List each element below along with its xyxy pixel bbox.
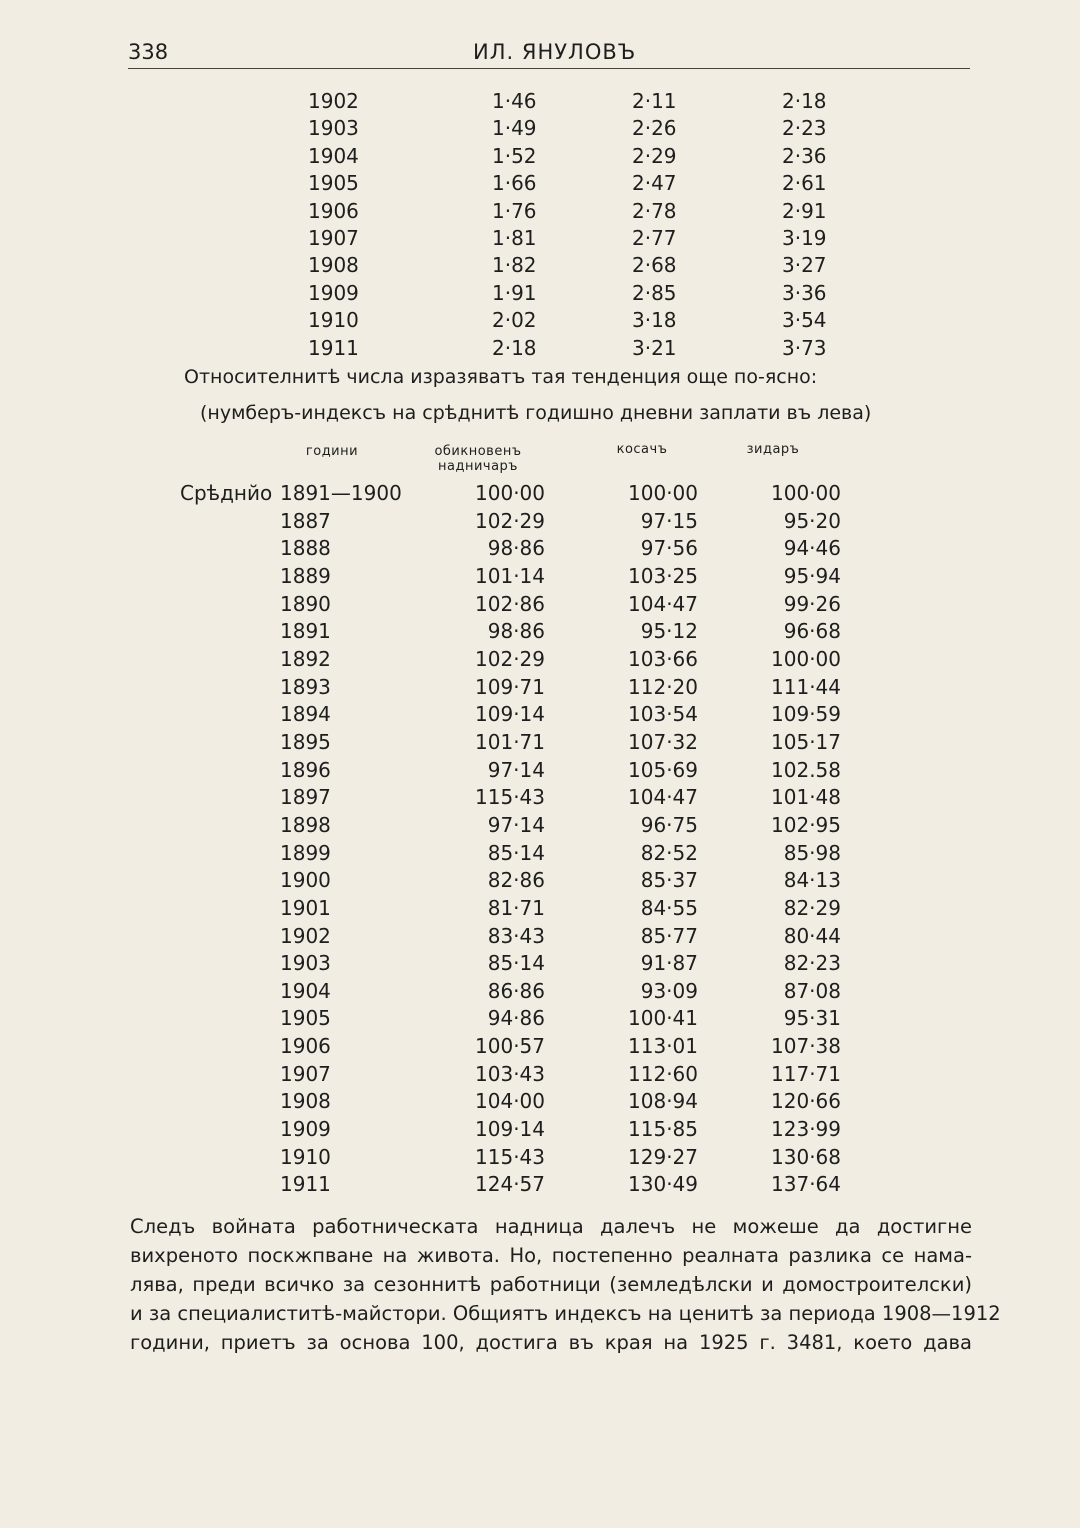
cell-c: 117·71 bbox=[771, 1061, 841, 1086]
cell-label bbox=[180, 895, 280, 923]
header-mower: косачъ bbox=[616, 442, 668, 457]
cell-label bbox=[180, 1033, 280, 1061]
cell-c: 95·94 bbox=[783, 563, 841, 588]
cell-a: 94·86 bbox=[487, 1006, 545, 1031]
table-row: 1902 1·46 2·11 2·18 bbox=[308, 89, 827, 113]
cell-a: 97·14 bbox=[487, 812, 545, 837]
cell-c: 137·64 bbox=[771, 1172, 841, 1197]
table-row bbox=[180, 729, 841, 757]
body-paragraph bbox=[130, 1212, 1001, 1357]
cell-year: 1905 bbox=[280, 1006, 331, 1031]
cell-label bbox=[180, 757, 280, 785]
cell-year: 1897 bbox=[280, 785, 331, 810]
cell-c: 100·00 bbox=[771, 646, 841, 671]
cell-year: 1911 bbox=[280, 1172, 331, 1197]
table-row bbox=[180, 784, 841, 812]
cell-a: 98·86 bbox=[487, 536, 545, 561]
cell-year: 1904 bbox=[280, 978, 331, 1003]
header-laborer bbox=[418, 444, 538, 474]
cell-label bbox=[180, 1171, 280, 1199]
cell-a: 83·43 bbox=[487, 923, 545, 948]
cell-a: 98·86 bbox=[487, 619, 545, 644]
cell-a: 109·14 bbox=[475, 702, 545, 727]
cell-label bbox=[180, 563, 280, 591]
cell-a: 85·14 bbox=[487, 951, 545, 976]
cell-label bbox=[180, 535, 280, 563]
cell-label bbox=[180, 591, 280, 619]
cell-a: 104·00 bbox=[475, 1089, 545, 1114]
cell-a: 85·14 bbox=[487, 840, 545, 865]
cell-a: 82·86 bbox=[487, 868, 545, 893]
cell-b: 107·32 bbox=[628, 729, 698, 754]
cell-year: 1899 bbox=[280, 840, 331, 865]
cell-label bbox=[180, 674, 280, 702]
cell-label bbox=[180, 701, 280, 729]
table-row bbox=[180, 1033, 841, 1061]
cell-b: 103·54 bbox=[628, 702, 698, 727]
cell-b: 104·47 bbox=[628, 785, 698, 810]
table-row bbox=[180, 480, 841, 508]
cell-year: 1891 bbox=[280, 619, 331, 644]
cell-b: 96·75 bbox=[640, 812, 698, 837]
cell-a: 101·71 bbox=[475, 729, 545, 754]
cell-year: 1900 bbox=[280, 868, 331, 893]
cell-year: 1893 bbox=[280, 674, 331, 699]
table-row bbox=[180, 701, 841, 729]
table-row bbox=[180, 812, 841, 840]
header-years: години bbox=[305, 444, 359, 459]
table-row: 1908 1·82 2·68 3·27 bbox=[308, 253, 827, 278]
cell-a: 100·57 bbox=[475, 1034, 545, 1059]
cell-label bbox=[180, 978, 280, 1006]
table-row: 1907 1·81 2·77 3·19 bbox=[308, 226, 827, 251]
cell-c: 82·29 bbox=[783, 895, 841, 920]
table-row bbox=[180, 867, 841, 895]
cell-a: 115·43 bbox=[475, 785, 545, 810]
paragraph-line: вихреното поскжпване на живота. Но, постепенно реалната разлика се нама- bbox=[130, 1244, 972, 1267]
cell-year: 1888 bbox=[280, 536, 331, 561]
cell-b: 113·01 bbox=[628, 1034, 698, 1059]
paragraph-line: лява, преди всичко за сезоннитѣ работници (земледѣлски и домостроителски) bbox=[130, 1273, 972, 1296]
paragraph-line: години, приетъ за основа 100, достига въ края на 1925 г. 3481, което дава bbox=[130, 1331, 972, 1354]
cell-b: 84·55 bbox=[640, 895, 698, 920]
table-row: 1909 1·91 2·85 3·36 bbox=[308, 280, 827, 305]
cell-label bbox=[180, 729, 280, 757]
cell-a: 97·14 bbox=[487, 757, 545, 782]
cell-label bbox=[180, 508, 280, 536]
table-row bbox=[180, 923, 841, 951]
table-row bbox=[180, 757, 841, 785]
table-row bbox=[180, 895, 841, 923]
cell-c: 102.58 bbox=[771, 757, 841, 782]
running-title: ИЛ. ЯНУЛОВЪ bbox=[473, 40, 637, 64]
cell-c: 123·99 bbox=[771, 1117, 841, 1142]
cell-c: 99·26 bbox=[783, 591, 841, 616]
cell-c: 101·48 bbox=[771, 785, 841, 810]
cell-c: 96·68 bbox=[783, 619, 841, 644]
cell-b: 97·56 bbox=[640, 536, 698, 561]
cell-year: 1908 bbox=[280, 1089, 331, 1114]
paragraph-line: Следъ войната работническата надница далечъ не можеше да достигне bbox=[130, 1215, 972, 1238]
cell-a: 109·14 bbox=[475, 1117, 545, 1142]
cell-year: 1901 bbox=[280, 895, 331, 920]
table-row bbox=[180, 646, 841, 674]
table-row bbox=[180, 1171, 841, 1199]
paragraph-line: и за специалиститѣ-майстори. Общиятъ индексъ на ценитѣ за периода 1908—1912 bbox=[130, 1302, 1001, 1325]
table-row: 1904 1·52 2·29 2·36 bbox=[308, 143, 827, 168]
cell-b: 85·37 bbox=[640, 868, 698, 893]
cell-b: 103·25 bbox=[628, 563, 698, 588]
cell-c: 102·95 bbox=[771, 812, 841, 837]
cell-c: 111·44 bbox=[771, 674, 841, 699]
header-laborer-line2: надничаръ bbox=[438, 459, 518, 474]
cell-b: 105·69 bbox=[628, 757, 698, 782]
intro-sentence: Относителнитѣ числа изразяватъ тая тенденция още по-ясно: bbox=[184, 366, 818, 388]
cell-label bbox=[180, 1116, 280, 1144]
cell-c: 84·13 bbox=[783, 868, 841, 893]
cell-a: 124·57 bbox=[475, 1172, 545, 1197]
cell-year: 1896 bbox=[280, 757, 331, 782]
page-number: 338 bbox=[128, 40, 169, 64]
cell-b: 115·85 bbox=[628, 1117, 698, 1142]
cell-year: 1903 bbox=[280, 951, 331, 976]
cell-label bbox=[180, 840, 280, 868]
cell-year: 1910 bbox=[280, 1144, 331, 1169]
cell-b: 103·66 bbox=[628, 646, 698, 671]
cell-year: 1891—1900 bbox=[280, 481, 402, 505]
cell-year: 1890 bbox=[280, 591, 331, 616]
cell-c: 107·38 bbox=[771, 1034, 841, 1059]
table-caption: (нумберъ-индексъ на срѣднитѣ годишно дневни заплати въ лева) bbox=[200, 402, 872, 424]
cell-label bbox=[180, 1061, 280, 1089]
cell-c: 82·23 bbox=[783, 951, 841, 976]
cell-c: 109·59 bbox=[771, 702, 841, 727]
cell-c: 94·46 bbox=[783, 536, 841, 561]
table-row bbox=[180, 1144, 841, 1172]
table-row bbox=[180, 563, 841, 591]
table-row bbox=[180, 840, 841, 868]
cell-b: 129·27 bbox=[628, 1144, 698, 1169]
cell-label bbox=[180, 784, 280, 812]
table-row: 1906 1·76 2·78 2·91 bbox=[308, 198, 827, 223]
table-row bbox=[180, 535, 841, 563]
cell-b: 130·49 bbox=[628, 1172, 698, 1197]
table-row bbox=[180, 1088, 841, 1116]
cell-a: 102·29 bbox=[475, 508, 545, 533]
cell-year: 1889 bbox=[280, 563, 331, 588]
cell-b: 95·12 bbox=[640, 619, 698, 644]
table-row bbox=[180, 1116, 841, 1144]
table-row bbox=[180, 1061, 841, 1089]
table-row bbox=[180, 1005, 841, 1033]
cell-label bbox=[180, 867, 280, 895]
cell-label bbox=[180, 1144, 280, 1172]
cell-b: 112·20 bbox=[628, 674, 698, 699]
cell-a: 115·43 bbox=[475, 1144, 545, 1169]
page-header bbox=[128, 34, 970, 69]
cell-a: 109·71 bbox=[475, 674, 545, 699]
cell-c: 80·44 bbox=[783, 923, 841, 948]
cell-label bbox=[180, 812, 280, 840]
cell-a: 101·14 bbox=[475, 563, 545, 588]
cell-c: 100·00 bbox=[771, 481, 841, 505]
cell-label: Срѣднйо bbox=[180, 481, 273, 505]
cell-b: 112·60 bbox=[628, 1061, 698, 1086]
cell-b: 100·41 bbox=[628, 1006, 698, 1031]
cell-year: 1895 bbox=[280, 729, 331, 754]
table-row: 1910 2·02 3·18 3·54 bbox=[308, 308, 827, 333]
cell-c: 87·08 bbox=[783, 978, 841, 1003]
cell-c: 95·31 bbox=[783, 1006, 841, 1031]
cell-c: 105·17 bbox=[771, 729, 841, 754]
cell-label bbox=[180, 1005, 280, 1033]
cell-year: 1909 bbox=[280, 1117, 331, 1142]
cell-b: 82·52 bbox=[640, 840, 698, 865]
cell-b: 97·15 bbox=[640, 508, 698, 533]
cell-b: 108·94 bbox=[628, 1089, 698, 1114]
table-row bbox=[180, 978, 841, 1006]
cell-year: 1894 bbox=[280, 702, 331, 727]
cell-c: 95·20 bbox=[783, 508, 841, 533]
cell-year: 1907 bbox=[280, 1061, 331, 1086]
cell-b: 85·77 bbox=[640, 923, 698, 948]
table-row bbox=[180, 508, 841, 536]
cell-year: 1892 bbox=[280, 646, 331, 671]
cell-a: 81·71 bbox=[487, 895, 545, 920]
table-row bbox=[180, 618, 841, 646]
cell-label bbox=[180, 646, 280, 674]
table-row bbox=[180, 591, 841, 619]
table-row: 1911 2·18 3·21 3·73 bbox=[308, 335, 827, 360]
cell-b: 100·00 bbox=[628, 481, 698, 505]
cell-label bbox=[180, 923, 280, 951]
cell-c: 120·66 bbox=[771, 1089, 841, 1114]
cell-a: 102·29 bbox=[475, 646, 545, 671]
cell-a: 100·00 bbox=[475, 481, 545, 505]
cell-year: 1906 bbox=[280, 1034, 331, 1059]
cell-label bbox=[180, 1088, 280, 1116]
cell-label bbox=[180, 618, 280, 646]
index-table bbox=[180, 480, 841, 1199]
cell-c: 85·98 bbox=[783, 840, 841, 865]
cell-label bbox=[180, 950, 280, 978]
cell-a: 86·86 bbox=[487, 978, 545, 1003]
cell-b: 104·47 bbox=[628, 591, 698, 616]
cell-b: 91·87 bbox=[640, 951, 698, 976]
wages-table bbox=[180, 88, 902, 362]
header-mason: зидаръ bbox=[746, 442, 800, 457]
table-row bbox=[180, 950, 841, 978]
cell-b: 93·09 bbox=[640, 978, 698, 1003]
table-row: 1903 1·49 2·26 2·23 bbox=[308, 116, 827, 141]
header-laborer-line1: обикновенъ bbox=[434, 444, 522, 459]
table-row: 1905 1·66 2·47 2·61 bbox=[308, 171, 827, 196]
table-row bbox=[180, 674, 841, 702]
cell-a: 102·86 bbox=[475, 591, 545, 616]
cell-year: 1898 bbox=[280, 812, 331, 837]
cell-year: 1902 bbox=[280, 923, 331, 948]
cell-year: 1887 bbox=[280, 508, 331, 533]
cell-a: 103·43 bbox=[475, 1061, 545, 1086]
cell-c: 130·68 bbox=[771, 1144, 841, 1169]
